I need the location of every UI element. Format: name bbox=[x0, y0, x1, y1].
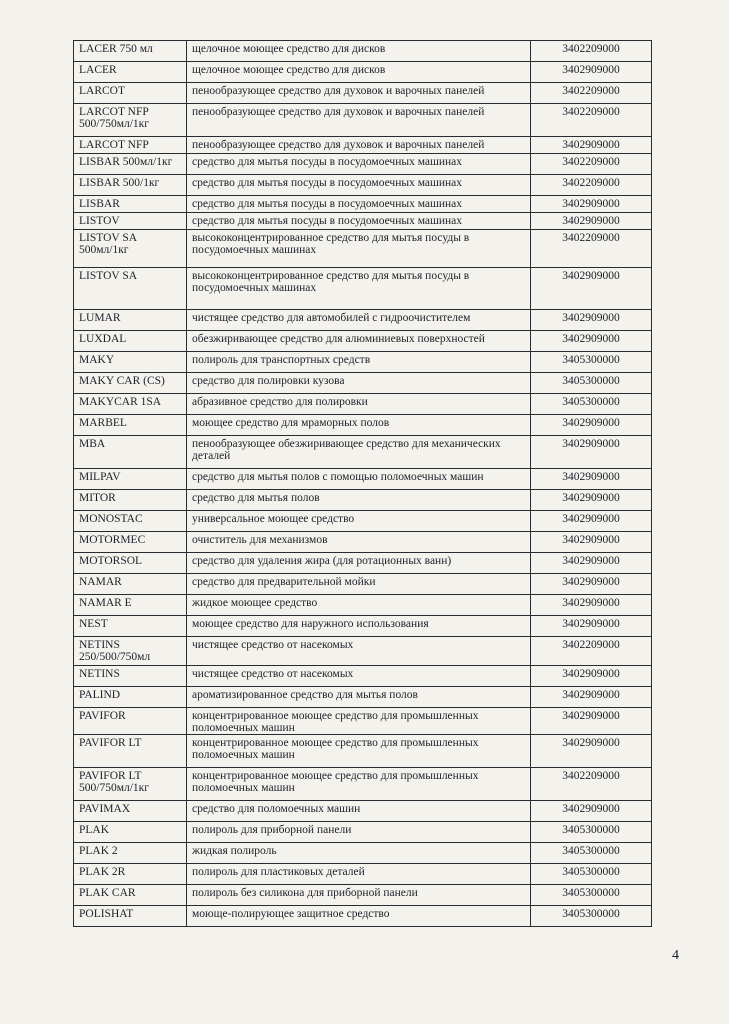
tn-ved-code-cell: 3402909000 bbox=[531, 666, 652, 687]
tn-ved-code-cell: 3402909000 bbox=[531, 574, 652, 595]
product-description-cell: полироль без силикона для приборной панели bbox=[187, 885, 531, 906]
product-description-cell: полироль для приборной панели bbox=[187, 822, 531, 843]
tn-ved-code-cell: 3402909000 bbox=[531, 687, 652, 708]
product-description-cell: моющее средство для мраморных полов bbox=[187, 415, 531, 436]
table-row bbox=[74, 137, 652, 154]
table-row bbox=[74, 768, 652, 801]
table-row bbox=[74, 310, 652, 331]
product-description-cell: щелочное моющее средство для дисков bbox=[187, 62, 531, 83]
product-description-cell: средство для предварительной мойки bbox=[187, 574, 531, 595]
product-name-cell: PAVIFOR LT bbox=[74, 735, 187, 768]
tn-ved-code-cell: 3402209000 bbox=[531, 83, 652, 104]
product-name-cell: PAVIFOR LT 500/750мл/1кг bbox=[74, 768, 187, 801]
table-row bbox=[74, 41, 652, 62]
tn-ved-code-cell: 3402209000 bbox=[531, 154, 652, 175]
tn-ved-code-cell: 3402209000 bbox=[531, 230, 652, 268]
product-name-cell: NAMAR bbox=[74, 574, 187, 595]
table-row bbox=[74, 708, 652, 735]
product-name-cell: LISBAR 500/1кг bbox=[74, 175, 187, 196]
table-row bbox=[74, 373, 652, 394]
product-description-cell: пенообразующее средство для духовок и варочных панелей bbox=[187, 104, 531, 137]
product-description-cell: средство для мытья посуды в посудомоечных машинах bbox=[187, 213, 531, 230]
table-row bbox=[74, 83, 652, 104]
tn-ved-code-cell: 3402909000 bbox=[531, 62, 652, 83]
table-row bbox=[74, 574, 652, 595]
product-name-cell: NEST bbox=[74, 616, 187, 637]
tn-ved-code-cell: 3405300000 bbox=[531, 885, 652, 906]
tn-ved-code-cell: 3402909000 bbox=[531, 436, 652, 469]
tn-ved-code-cell: 3402909000 bbox=[531, 708, 652, 735]
tn-ved-code-cell: 3402909000 bbox=[531, 196, 652, 213]
table-row bbox=[74, 864, 652, 885]
product-description-cell: средство для мытья посуды в посудомоечных машинах bbox=[187, 175, 531, 196]
page-number: 4 bbox=[672, 948, 679, 963]
product-description-cell: моюще-полирующее защитное средство bbox=[187, 906, 531, 927]
table-row bbox=[74, 532, 652, 553]
product-name-cell: MONOSTAC bbox=[74, 511, 187, 532]
tn-ved-code-cell: 3402909000 bbox=[531, 310, 652, 331]
product-name-cell: LARCOT NFP bbox=[74, 137, 187, 154]
product-name-cell: MITOR bbox=[74, 490, 187, 511]
product-name-cell: LISTOV SA 500мл/1кг bbox=[74, 230, 187, 268]
product-description-cell: средство для полировки кузова bbox=[187, 373, 531, 394]
product-description-cell: средство для поломоечных машин bbox=[187, 801, 531, 822]
product-code-table bbox=[73, 40, 652, 927]
product-description-cell: чистящее средство от насекомых bbox=[187, 637, 531, 666]
tn-ved-code-cell: 3402909000 bbox=[531, 331, 652, 352]
product-name-cell: PLAK bbox=[74, 822, 187, 843]
product-name-cell: PAVIFOR bbox=[74, 708, 187, 735]
tn-ved-code-cell: 3402909000 bbox=[531, 801, 652, 822]
table-row bbox=[74, 394, 652, 415]
product-name-cell: MAKY bbox=[74, 352, 187, 373]
product-name-cell: PAVIMAX bbox=[74, 801, 187, 822]
product-description-cell: жидкая полироль bbox=[187, 843, 531, 864]
product-name-cell: NETINS bbox=[74, 666, 187, 687]
table-row bbox=[74, 687, 652, 708]
product-name-cell: PLAK CAR bbox=[74, 885, 187, 906]
product-name-cell: LARCOT NFP 500/750мл/1кг bbox=[74, 104, 187, 137]
tn-ved-code-cell: 3402909000 bbox=[531, 213, 652, 230]
tn-ved-code-cell: 3402909000 bbox=[531, 511, 652, 532]
product-description-cell: ароматизированное средство для мытья полов bbox=[187, 687, 531, 708]
table-row bbox=[74, 885, 652, 906]
tn-ved-code-cell: 3402209000 bbox=[531, 104, 652, 137]
product-name-cell: PLAK 2R bbox=[74, 864, 187, 885]
table-row bbox=[74, 268, 652, 310]
product-name-cell: LISBAR 500мл/1кг bbox=[74, 154, 187, 175]
product-description-cell: пенообразующее обезжиривающее средство для механических деталей bbox=[187, 436, 531, 469]
tn-ved-code-cell: 3402209000 bbox=[531, 41, 652, 62]
product-name-cell: LUMAR bbox=[74, 310, 187, 331]
product-description-cell: пенообразующее средство для духовок и варочных панелей bbox=[187, 137, 531, 154]
tn-ved-code-cell: 3402909000 bbox=[531, 469, 652, 490]
table-row bbox=[74, 175, 652, 196]
product-name-cell: PALIND bbox=[74, 687, 187, 708]
product-description-cell: жидкое моющее средство bbox=[187, 595, 531, 616]
product-description-cell: средство для мытья посуды в посудомоечных машинах bbox=[187, 154, 531, 175]
product-name-cell: LACER bbox=[74, 62, 187, 83]
product-description-cell: средство для мытья посуды в посудомоечных машинах bbox=[187, 196, 531, 213]
product-description-cell: концентрированное моющее средство для промышленных поломоечных машин bbox=[187, 768, 531, 801]
tn-ved-code-cell: 3405300000 bbox=[531, 394, 652, 415]
table-row bbox=[74, 331, 652, 352]
table-row bbox=[74, 62, 652, 83]
tn-ved-code-cell: 3405300000 bbox=[531, 822, 652, 843]
product-description-cell: высококонцентрированное средство для мытья посуды в посудомоечных машинах bbox=[187, 230, 531, 268]
tn-ved-code-cell: 3402909000 bbox=[531, 616, 652, 637]
tn-ved-code-cell: 3405300000 bbox=[531, 906, 652, 927]
product-name-cell: LISTOV SA bbox=[74, 268, 187, 310]
table-row bbox=[74, 616, 652, 637]
table-body bbox=[74, 41, 652, 927]
table-row bbox=[74, 637, 652, 666]
product-name-cell: MBA bbox=[74, 436, 187, 469]
table-row bbox=[74, 213, 652, 230]
tn-ved-code-cell: 3402209000 bbox=[531, 175, 652, 196]
product-name-cell: LUXDAL bbox=[74, 331, 187, 352]
product-description-cell: моющее средство для наружного использования bbox=[187, 616, 531, 637]
table-row bbox=[74, 469, 652, 490]
product-name-cell: LISTOV bbox=[74, 213, 187, 230]
product-description-cell: концентрированное моющее средство для промышленных поломоечных машин bbox=[187, 708, 531, 735]
product-name-cell: NETINS 250/500/750мл bbox=[74, 637, 187, 666]
table-row bbox=[74, 230, 652, 268]
product-name-cell: LISBAR bbox=[74, 196, 187, 213]
tn-ved-code-cell: 3402909000 bbox=[531, 268, 652, 310]
product-description-cell: средство для удаления жира (для ротационных ванн) bbox=[187, 553, 531, 574]
table-row bbox=[74, 735, 652, 768]
product-name-cell: MAKY CAR (CS) bbox=[74, 373, 187, 394]
tn-ved-code-cell: 3402909000 bbox=[531, 595, 652, 616]
tn-ved-code-cell: 3405300000 bbox=[531, 373, 652, 394]
product-description-cell: обезжиривающее средство для алюминиевых поверхностей bbox=[187, 331, 531, 352]
product-name-cell: POLISHAT bbox=[74, 906, 187, 927]
product-description-cell: пенообразующее средство для духовок и варочных панелей bbox=[187, 83, 531, 104]
product-name-cell: MOTORMEC bbox=[74, 532, 187, 553]
table-row bbox=[74, 511, 652, 532]
product-description-cell: концентрированное моющее средство для промышленных поломоечных машин bbox=[187, 735, 531, 768]
product-name-cell: PLAK 2 bbox=[74, 843, 187, 864]
tn-ved-code-cell: 3402909000 bbox=[531, 415, 652, 436]
product-description-cell: высококонцентрированное средство для мытья посуды в посудомоечных машинах bbox=[187, 268, 531, 310]
product-name-cell: MILPAV bbox=[74, 469, 187, 490]
product-name-cell: LACER 750 мл bbox=[74, 41, 187, 62]
product-description-cell: щелочное моющее средство для дисков bbox=[187, 41, 531, 62]
table-row bbox=[74, 906, 652, 927]
product-description-cell: средство для мытья полов bbox=[187, 490, 531, 511]
tn-ved-code-cell: 3402909000 bbox=[531, 553, 652, 574]
tn-ved-code-cell: 3402209000 bbox=[531, 637, 652, 666]
table-row bbox=[74, 843, 652, 864]
product-description-cell: абразивное средство для полировки bbox=[187, 394, 531, 415]
table-row bbox=[74, 666, 652, 687]
tn-ved-code-cell: 3402909000 bbox=[531, 490, 652, 511]
product-description-cell: универсальное моющее средство bbox=[187, 511, 531, 532]
product-name-cell: MOTORSOL bbox=[74, 553, 187, 574]
product-description-cell: чистящее средство от насекомых bbox=[187, 666, 531, 687]
tn-ved-code-cell: 3405300000 bbox=[531, 864, 652, 885]
table-row bbox=[74, 352, 652, 373]
tn-ved-code-cell: 3402909000 bbox=[531, 735, 652, 768]
table-row bbox=[74, 490, 652, 511]
table-row bbox=[74, 436, 652, 469]
tn-ved-code-cell: 3402909000 bbox=[531, 532, 652, 553]
product-description-cell: очиститель для механизмов bbox=[187, 532, 531, 553]
table-row bbox=[74, 104, 652, 137]
table-row bbox=[74, 154, 652, 175]
tn-ved-code-cell: 3405300000 bbox=[531, 352, 652, 373]
product-description-cell: чистящее средство для автомобилей с гидроочистителем bbox=[187, 310, 531, 331]
product-name-cell: LARCOT bbox=[74, 83, 187, 104]
table-row bbox=[74, 801, 652, 822]
tn-ved-code-cell: 3402209000 bbox=[531, 768, 652, 801]
tn-ved-code-cell: 3402909000 bbox=[531, 137, 652, 154]
product-name-cell: NAMAR E bbox=[74, 595, 187, 616]
tn-ved-code-cell: 3405300000 bbox=[531, 843, 652, 864]
table-row bbox=[74, 595, 652, 616]
table-row bbox=[74, 822, 652, 843]
product-description-cell: полироль для транспортных средств bbox=[187, 352, 531, 373]
table-row bbox=[74, 553, 652, 574]
product-name-cell: MAKYCAR 1SA bbox=[74, 394, 187, 415]
product-description-cell: средство для мытья полов с помощью поломоечных машин bbox=[187, 469, 531, 490]
table-row bbox=[74, 415, 652, 436]
product-name-cell: MARBEL bbox=[74, 415, 187, 436]
table-row bbox=[74, 196, 652, 213]
product-description-cell: полироль для пластиковых деталей bbox=[187, 864, 531, 885]
